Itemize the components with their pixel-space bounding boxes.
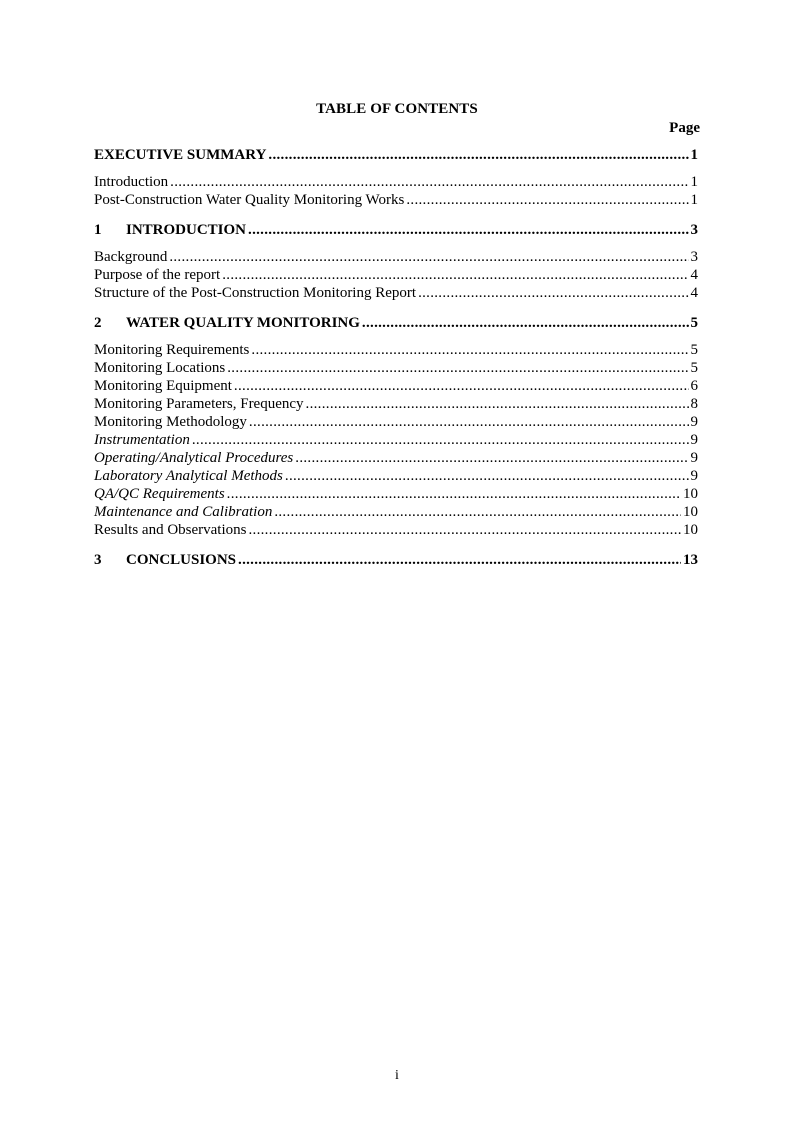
toc-page-number: 1	[690, 174, 698, 190]
toc-subsection-title: Structure of the Post-Construction Monitoring Report	[94, 285, 417, 301]
toc-page-number: 4	[690, 285, 698, 301]
toc-page-number: 5	[690, 342, 698, 358]
dot-leader	[362, 314, 689, 332]
dot-leader	[268, 146, 688, 164]
toc-page-number: 10	[683, 522, 698, 538]
footer-page-number: i	[395, 1068, 399, 1083]
toc-subsection-title: Laboratory Analytical Methods	[94, 468, 283, 484]
toc-page-number: 1	[690, 192, 698, 208]
toc-page-number: 5	[690, 315, 698, 331]
dot-leader	[222, 266, 688, 284]
toc-page-number: 9	[690, 414, 698, 430]
toc-section-title: INTRODUCTION	[126, 222, 247, 238]
toc-section-title: WATER QUALITY MONITORING	[126, 315, 360, 331]
toc-subsection-entry[interactable]	[94, 191, 698, 209]
toc-section-entry[interactable]	[94, 221, 698, 239]
toc-section-number: 3	[94, 552, 102, 568]
toc-page-number: 9	[690, 450, 698, 466]
toc-subsection-entry[interactable]	[94, 377, 698, 395]
toc-section-number: 2	[94, 315, 102, 331]
toc-section-title: CONCLUSIONS	[126, 552, 237, 568]
toc-title: TABLE OF CONTENTS	[316, 101, 478, 117]
toc-page-number: 3	[690, 249, 698, 265]
toc-page-number: 8	[690, 396, 698, 412]
toc-subsection-title: Instrumentation	[94, 432, 190, 448]
toc-subsection-entry[interactable]	[94, 284, 698, 302]
dot-leader	[274, 503, 681, 521]
toc-section-number: 1	[94, 222, 102, 238]
toc-section-entry[interactable]	[94, 314, 698, 332]
toc-subsection-title: Monitoring Equipment	[94, 378, 232, 394]
toc-page-number: 9	[690, 468, 698, 484]
toc-subsection-title: Maintenance and Calibration	[94, 504, 273, 520]
toc-subsection-title: Monitoring Methodology	[94, 414, 247, 430]
dot-leader	[227, 359, 688, 377]
dot-leader	[418, 284, 688, 302]
toc-subsection-title: Results and Observations	[94, 522, 247, 538]
dot-leader	[170, 173, 688, 191]
toc-page-number: 4	[690, 267, 698, 283]
toc-page-number: 3	[690, 222, 698, 238]
toc-subsection-title: Monitoring Locations	[94, 360, 226, 376]
dot-leader	[192, 431, 689, 449]
toc-subsection-title: Purpose of the report	[94, 267, 221, 283]
toc-page-number: 6	[690, 378, 698, 394]
dot-leader	[295, 449, 688, 467]
toc-subsection-title: Monitoring Parameters, Frequency	[94, 396, 304, 412]
toc-subsection-entry[interactable]	[94, 521, 698, 539]
toc-subsection-title: Post-Construction Water Quality Monitoring Works	[94, 192, 405, 208]
toc-subsection-title: QA/QC Requirements	[94, 486, 225, 502]
toc-subsection-entry[interactable]	[94, 485, 698, 503]
toc-page-number: 1	[690, 147, 698, 163]
toc-subsection-entry[interactable]	[94, 173, 698, 191]
toc-subsection-entry[interactable]	[94, 395, 698, 413]
dot-leader	[251, 341, 688, 359]
toc-page-number: 5	[690, 360, 698, 376]
dot-leader	[227, 485, 681, 503]
toc-page-number: 9	[690, 432, 698, 448]
toc-subsection-entry[interactable]	[94, 413, 698, 431]
toc-subsection-entry[interactable]	[94, 266, 698, 284]
toc-subsection-entry[interactable]	[94, 449, 698, 467]
dot-leader	[169, 248, 688, 266]
toc-subsection-title: Background	[94, 249, 168, 265]
toc-subsection-entry[interactable]	[94, 467, 698, 485]
dot-leader	[248, 221, 688, 239]
table-of-contents	[94, 146, 698, 578]
toc-page-number: 10	[683, 504, 698, 520]
dot-leader	[238, 551, 681, 569]
dot-leader	[234, 377, 689, 395]
toc-section-entry[interactable]	[94, 551, 698, 569]
toc-subsection-entry[interactable]	[94, 248, 698, 266]
dot-leader	[248, 521, 681, 539]
dot-leader	[406, 191, 688, 209]
toc-section-entry[interactable]	[94, 146, 698, 164]
toc-subsection-title: Introduction	[94, 174, 169, 190]
toc-subsection-entry[interactable]	[94, 431, 698, 449]
toc-section-title: EXECUTIVE SUMMARY	[94, 147, 267, 163]
toc-subsection-entry[interactable]	[94, 503, 698, 521]
toc-subsection-title: Monitoring Requirements	[94, 342, 250, 358]
toc-subsection-title: Operating/Analytical Procedures	[94, 450, 294, 466]
dot-leader	[285, 467, 689, 485]
toc-subsection-entry[interactable]	[94, 359, 698, 377]
page-column-label: Page	[669, 120, 700, 136]
dot-leader	[249, 413, 689, 431]
toc-page-number: 10	[683, 486, 698, 502]
dot-leader	[306, 395, 689, 413]
toc-page-number: 13	[683, 552, 698, 568]
toc-subsection-entry[interactable]	[94, 341, 698, 359]
